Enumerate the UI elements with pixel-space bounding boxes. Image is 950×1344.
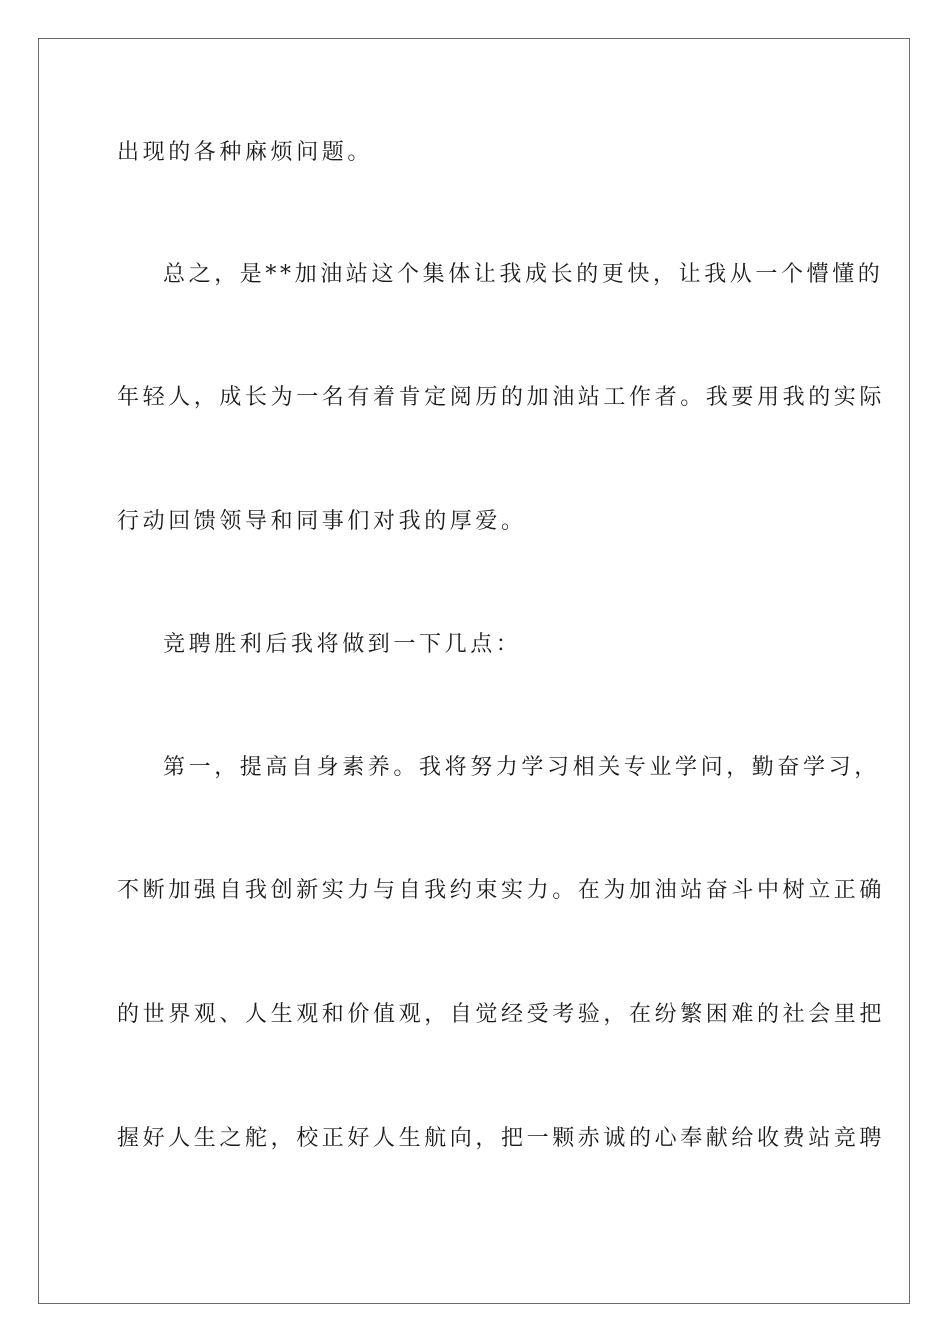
text-line-8: 的世界观、人生观和价值观，自觉经受考验，在纷繁困难的社会里把: [117, 1002, 886, 1027]
text-line-9: 握好人生之舵，校正好人生航向，把一颗赤诚的心奉献给收费站竞聘: [117, 1126, 886, 1151]
page-frame: [38, 38, 910, 1304]
text-line-6: 第一，提高自身素养。我将努力学习相关专业学问，勤奋学习，: [163, 755, 880, 780]
text-line-1: 出现的各种麻烦问题。: [117, 140, 374, 165]
text-line-7: 不断加强自我创新实力与自我约束实力。在为加油站奋斗中树立正确: [117, 878, 886, 903]
text-line-3: 年轻人，成长为一名有着肯定阅历的加油站工作者。我要用我的实际: [117, 385, 886, 410]
text-line-5: 竞聘胜利后我将做到一下几点：: [163, 632, 522, 657]
text-line-2: 总之，是**加油站这个集体让我成长的更快，让我从一个懵懂的: [163, 262, 884, 287]
text-line-4: 行动回馈领导和同事们对我的厚爱。: [117, 509, 527, 534]
